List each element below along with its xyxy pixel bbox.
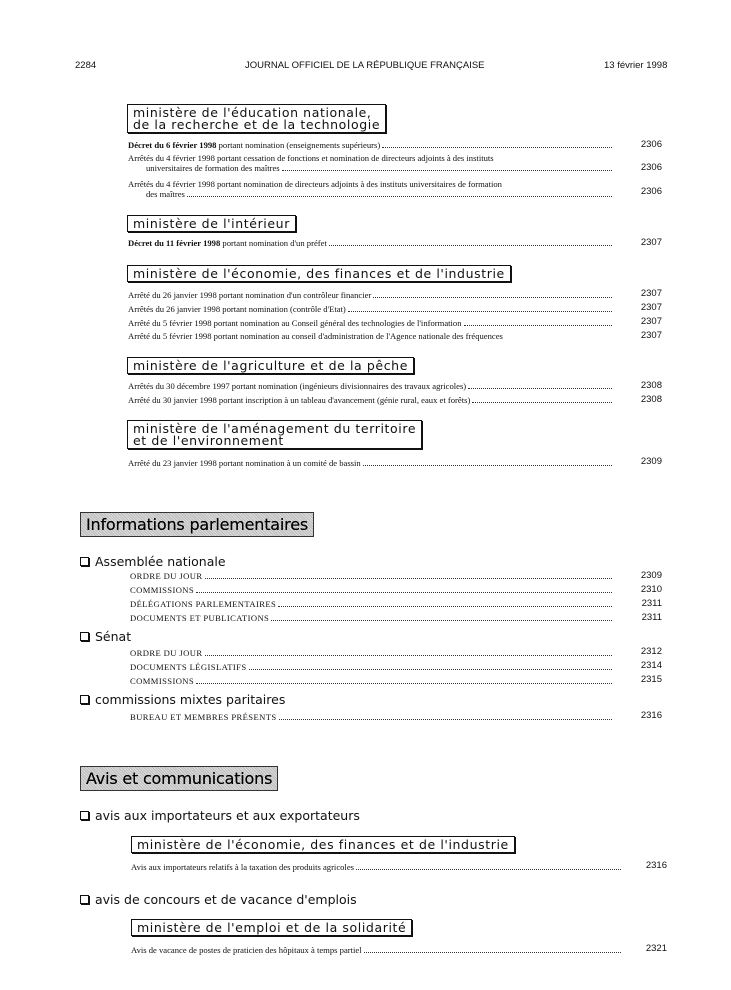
entry-text: COMMISSIONS — [130, 585, 195, 595]
entry-page-number: 2312 — [640, 646, 662, 657]
leader-dots — [279, 719, 612, 720]
ministry-heading-education — [127, 104, 386, 133]
entry-text: Arrêté du 23 janvier 1998 portant nomination à un comité de bassin — [128, 458, 361, 468]
toc-entry[interactable] — [128, 140, 614, 151]
journal-title: JOURNAL OFFICIEL DE LA RÉPUBLIQUE FRANÇAISE — [245, 60, 485, 71]
leader-dots — [205, 578, 612, 579]
leader-dots — [356, 869, 621, 870]
ministry-heading-line: de la recherche et de la technologie — [133, 117, 381, 132]
entry-text: Avis aux importateurs relatifs à la taxation des produits agricoles — [131, 862, 354, 872]
entry-text: COMMISSIONS — [130, 676, 195, 686]
entry-page-number: 2307 — [640, 316, 662, 327]
toc-entry[interactable] — [128, 179, 614, 200]
section-heading-label: Sénat — [95, 629, 132, 644]
section-heading — [80, 629, 131, 644]
section-banner-notices: Avis et communications — [80, 766, 278, 791]
section-heading-label: avis de concours et de vacance d'emplois — [95, 892, 357, 907]
entry-text: Arrêtés du 4 février 1998 portant cessation de fonctions et nomination de directeurs adjoints à des instituts — [128, 153, 494, 163]
toc-entry[interactable] — [130, 712, 614, 723]
section-heading — [80, 554, 226, 569]
entry-page-number: 2307 — [640, 288, 662, 299]
entry-page-number: 2311 — [641, 612, 662, 623]
entry-text: DOCUMENTS ET PUBLICATIONS — [130, 613, 270, 623]
toc-entry[interactable] — [130, 613, 614, 624]
entry-text: Arrêté du 26 janvier 1998 portant nomination d'un contrôleur financier — [128, 290, 372, 300]
checkbox-square-icon — [80, 695, 89, 704]
leader-dots — [196, 592, 612, 593]
entry-page-number: 2309 — [640, 456, 662, 467]
toc-entry[interactable] — [130, 571, 614, 582]
leader-dots — [205, 655, 612, 656]
ministry-heading-line: ministère de l'économie, des finances et de l'industrie — [133, 266, 505, 281]
ministry-heading-line: ministère de l'agriculture et de la pêche — [133, 358, 408, 373]
entry-page-number: 2307 — [640, 330, 662, 341]
checkbox-square-icon — [80, 895, 89, 904]
section-heading-label: avis aux importateurs et aux exportateurs — [95, 808, 360, 823]
entry-text: BUREAU ET MEMBRES PRÉSENTS — [130, 712, 277, 722]
section-heading — [80, 892, 357, 907]
toc-entry[interactable] — [128, 318, 614, 329]
entry-page-number: 2310 — [640, 584, 662, 595]
entry-text: Arrêté du 30 janvier 1998 portant inscription à un tableau d'avancement (génie rural, eaux et forêts) — [128, 395, 471, 405]
entry-page-number: 2316 — [640, 710, 662, 721]
toc-entry[interactable] — [130, 662, 614, 673]
entry-page-number: 2316 — [645, 860, 667, 871]
entry-text: Avis de vacance de postes de praticien des hôpitaux à temps partiel — [131, 945, 362, 955]
entry-page-number: 2314 — [640, 660, 662, 671]
toc-entry[interactable] — [128, 290, 614, 301]
toc-entry[interactable] — [131, 862, 623, 873]
ministry-heading-line: et de l'environnement — [133, 433, 284, 448]
ministry-heading-line: ministère de l'économie, des finances et de l'industrie — [137, 837, 509, 852]
entry-text: universitaires de formation des maîtres — [146, 163, 280, 173]
entry-text: ORDRE DU JOUR — [130, 648, 203, 658]
entry-text: DÉLÉGATIONS PARLEMENTAIRES — [130, 599, 277, 609]
ministry-heading-line: ministère de l'intérieur — [133, 216, 290, 231]
leader-dots — [271, 620, 612, 621]
leader-dots — [364, 952, 621, 953]
entry-bold-title: Décret du 6 février 1998 — [128, 140, 217, 150]
section-heading — [80, 692, 285, 707]
toc-entry[interactable] — [130, 585, 614, 596]
ministry-heading-agriculture — [127, 357, 414, 374]
leader-dots — [249, 669, 612, 670]
ministry-heading-line: ministère de l'aménagement du territoire — [133, 421, 417, 436]
ministry-heading-interior — [127, 215, 296, 232]
ministry-heading-environment — [127, 420, 422, 449]
leader-dots — [348, 311, 612, 312]
entry-text: Arrêtés du 30 décembre 1997 portant nomination (ingénieurs divisionnaires des travaux agricoles) — [128, 381, 467, 391]
entry-page-number: 2306 — [640, 186, 662, 197]
entry-text: Arrêté du 5 février 1998 portant nomination au conseil d'administration de l'Agence nationale des fréquences — [128, 331, 503, 341]
toc-entry[interactable] — [130, 599, 614, 610]
entry-text: portant nomination d'un préfet — [220, 238, 327, 248]
toc-entry[interactable] — [130, 648, 614, 659]
leader-dots — [373, 297, 612, 298]
entry-text: Arrêtés du 4 février 1998 portant nomination de directeurs adjoints à des instituts universitaires de formation — [128, 179, 502, 189]
toc-entry[interactable] — [128, 381, 614, 392]
entry-text: Arrêtés du 26 janvier 1998 portant nomination (contrôle d'Etat) — [128, 304, 346, 314]
leader-dots — [187, 196, 612, 197]
entry-page-number: 2308 — [640, 394, 662, 405]
section-heading — [80, 808, 360, 823]
entry-page-number: 2311 — [641, 598, 662, 609]
ministry-heading-line: ministère de l'emploi et de la solidarité — [137, 920, 407, 935]
entry-page-number: 2315 — [640, 674, 662, 685]
entry-page-number: 2309 — [640, 570, 662, 581]
checkbox-square-icon — [80, 811, 89, 820]
leader-dots — [382, 147, 612, 148]
entry-page-number: 2307 — [640, 302, 662, 313]
leader-dots — [363, 465, 612, 466]
ministry-heading-employment — [131, 919, 412, 936]
toc-entry[interactable] — [128, 304, 614, 315]
entry-text: des maîtres — [146, 189, 185, 199]
section-heading-label: Assemblée nationale — [95, 554, 226, 569]
entry-page-number: 2321 — [645, 943, 667, 954]
section-banner-parliament: Informations parlementaires — [80, 512, 314, 537]
leader-dots — [278, 606, 612, 607]
leader-dots — [196, 683, 612, 684]
entry-page-number: 2307 — [640, 237, 662, 248]
entry-bold-title: Décret du 11 février 1998 — [128, 238, 221, 248]
toc-entry[interactable] — [128, 458, 614, 469]
entry-page-number: 2306 — [640, 162, 662, 173]
entry-text: portant nomination (enseignements supérieurs) — [216, 140, 381, 150]
toc-entry[interactable] — [128, 395, 614, 406]
checkbox-square-icon — [80, 632, 89, 641]
toc-entry[interactable] — [128, 331, 614, 342]
toc-entry[interactable] — [130, 676, 614, 687]
page-number: 2284 — [75, 60, 97, 71]
checkbox-square-icon — [80, 557, 89, 566]
entry-text: Arrêté du 5 février 1998 portant nomination au Conseil général des technologies de l'information — [128, 318, 462, 328]
entry-text: DOCUMENTS LÉGISLATIFS — [130, 662, 247, 672]
section-heading-label: commissions mixtes paritaires — [95, 692, 286, 707]
entry-page-number: 2306 — [640, 139, 662, 150]
ministry-heading-economy — [131, 836, 515, 853]
entry-page-number: 2308 — [640, 380, 662, 391]
entry-text: ORDRE DU JOUR — [130, 571, 203, 581]
leader-dots — [329, 245, 612, 246]
leader-dots — [472, 402, 612, 403]
page-date: 13 février 1998 — [604, 60, 668, 71]
leader-dots — [468, 388, 612, 389]
ministry-heading-economy — [127, 265, 511, 282]
toc-entry[interactable] — [128, 153, 614, 174]
leader-dots — [282, 170, 612, 171]
toc-entry[interactable] — [128, 238, 614, 249]
leader-dots — [464, 325, 612, 326]
toc-entry[interactable] — [131, 945, 623, 956]
ministry-heading-line: ministère de l'éducation nationale, — [133, 105, 372, 120]
